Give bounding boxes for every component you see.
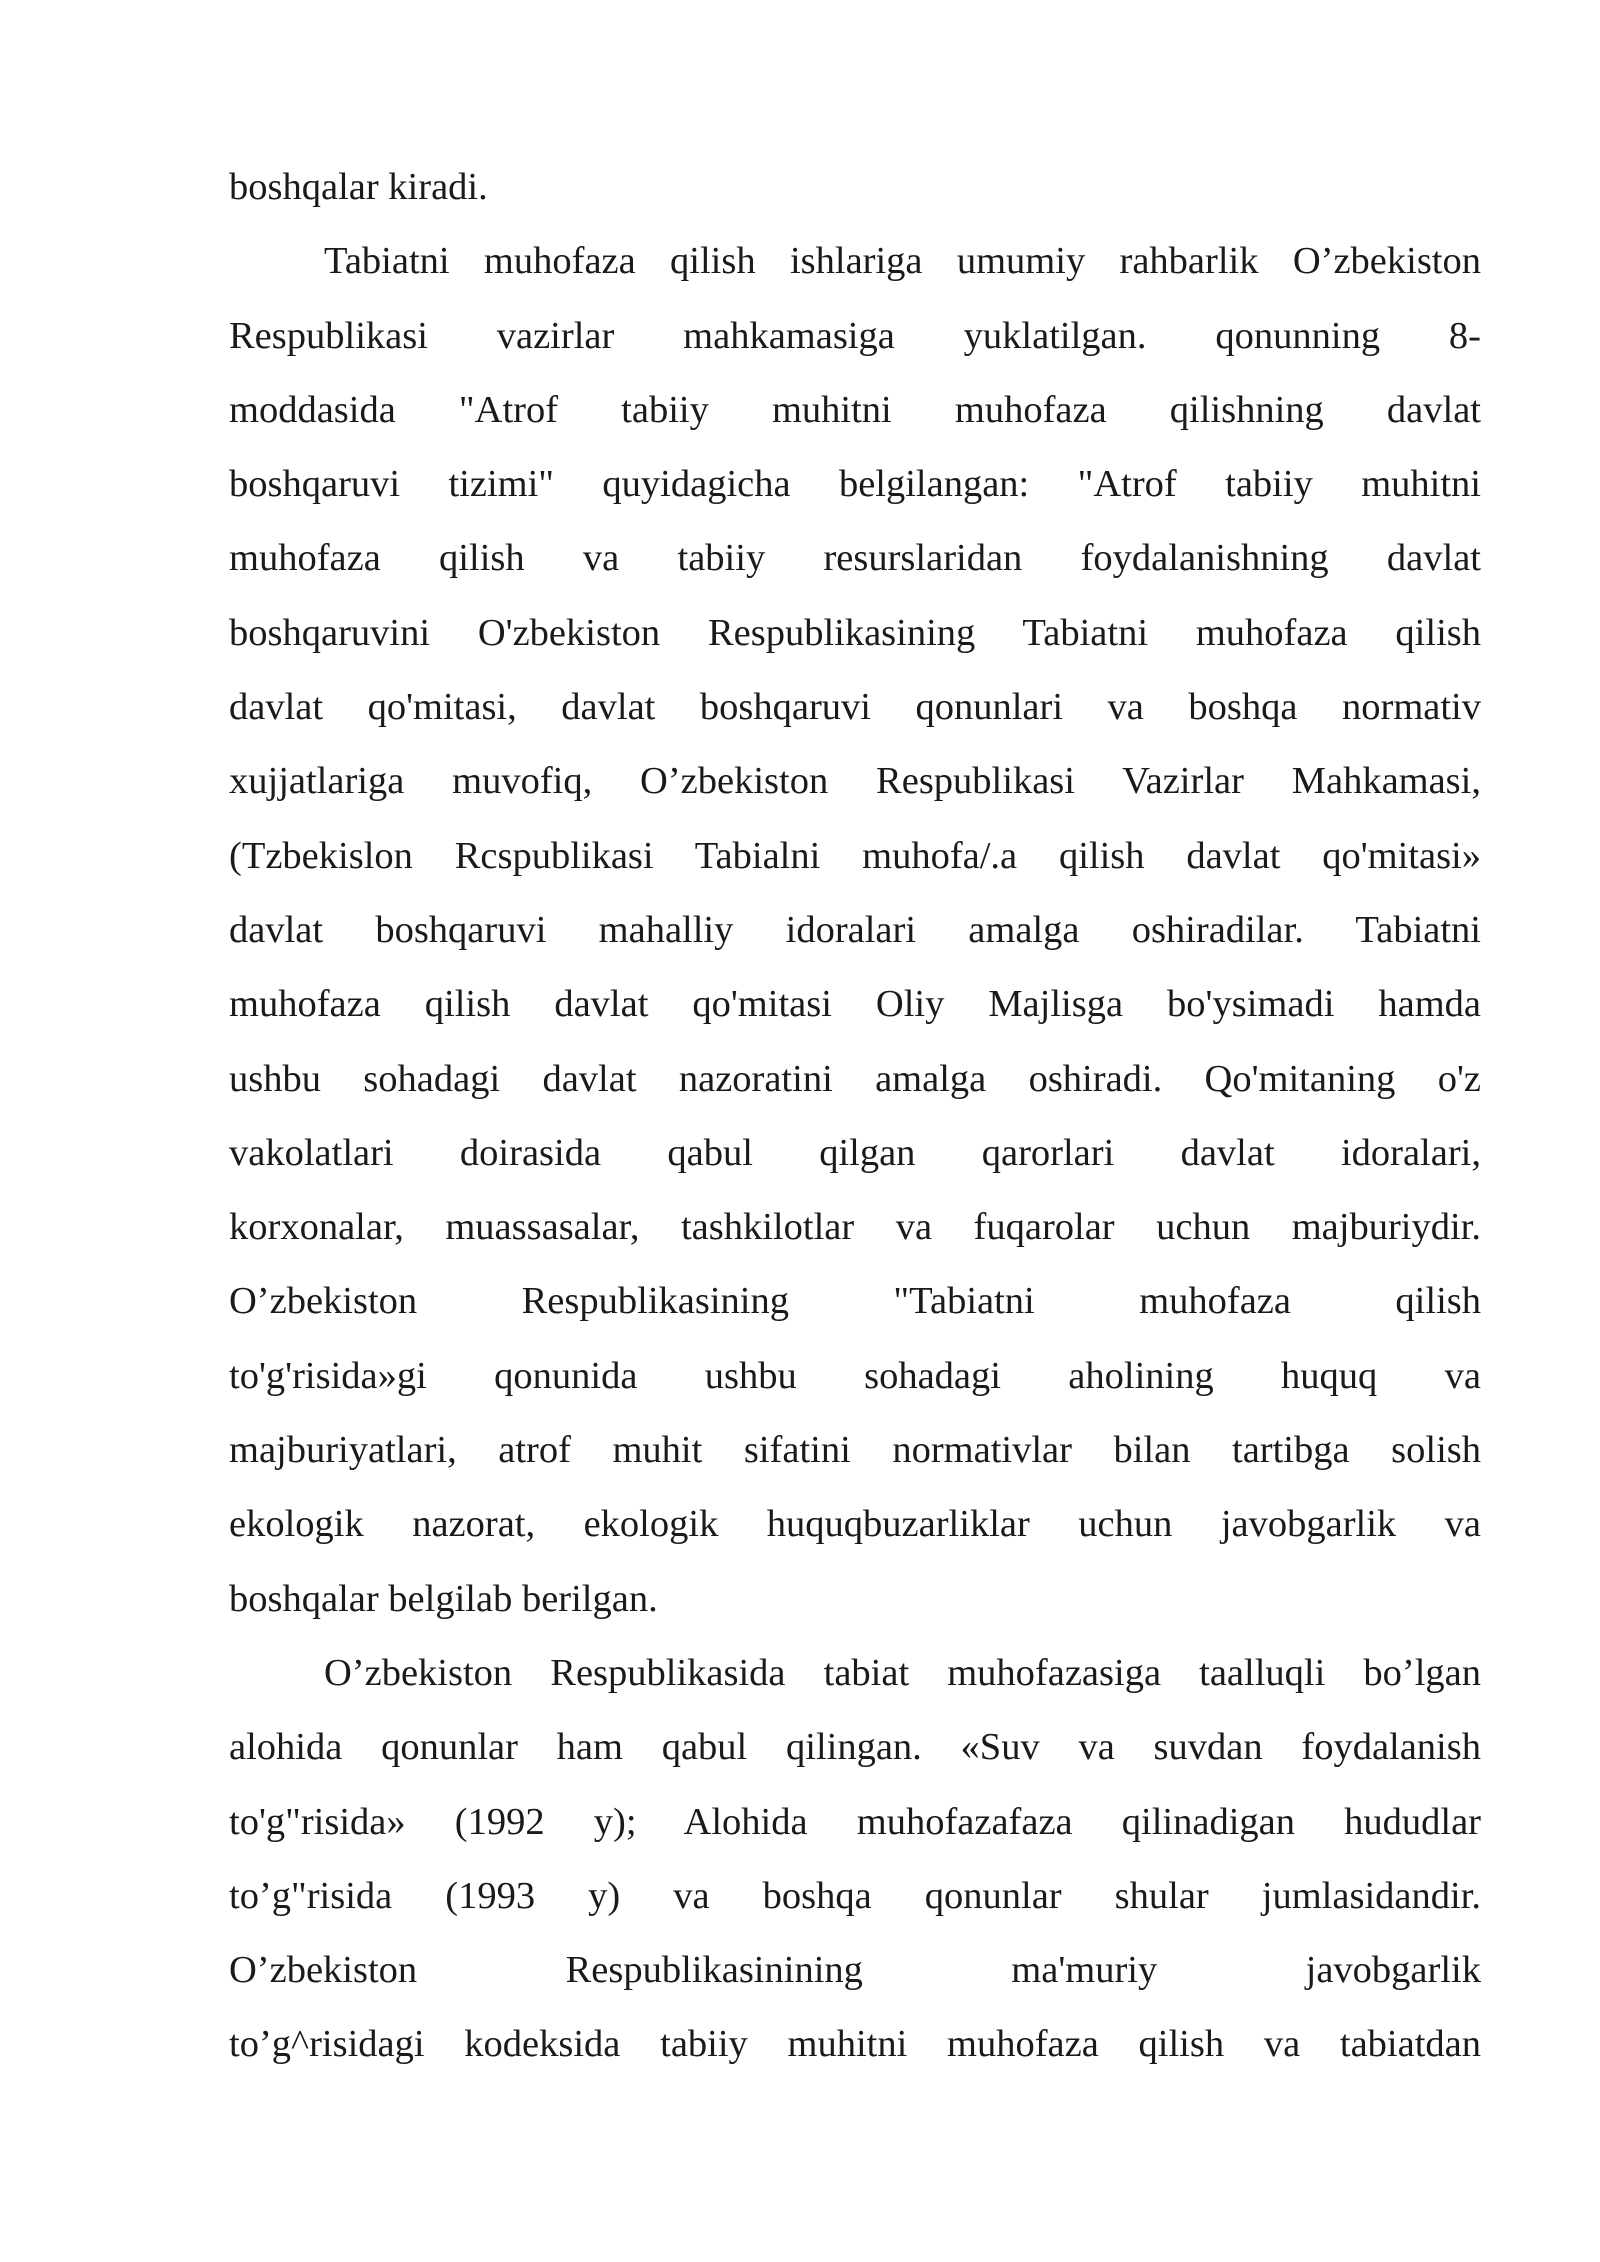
text-line: (Tzbekislon Rcspublikasi Tabialni muhofa/.a qilish davlat qo'mitasi» bbox=[229, 834, 1481, 877]
text-line: boshqalar kiradi. bbox=[229, 166, 488, 208]
text-line: ushbu sohadagi davlat nazoratini amalga oshiradi. Qo'mitaning o'z bbox=[229, 1057, 1481, 1100]
text-line: ekologik nazorat, ekologik huquqbuzarliklar uchun javobgarlik va bbox=[229, 1503, 1481, 1546]
text-line: to'g"risida» (1992 y); Alohida muhofazafaza qilinadigan hududlar bbox=[229, 1800, 1481, 1843]
text-line: boshqaruvini O'zbekiston Respublikasining Tabiatni muhofaza qilish bbox=[229, 611, 1481, 654]
text-line: majburiyatlari, atrof muhit sifatini normativlar bilan tartibga solish bbox=[229, 1429, 1481, 1472]
text-line: to'g'risida»gi qonunida ushbu sohadagi aholining huquq va bbox=[229, 1354, 1481, 1397]
text-line: O’zbekiston Respublikasining "Tabiatni muhofaza qilish bbox=[229, 1280, 1481, 1323]
text-line: davlat qo'mitasi, davlat boshqaruvi qonunlari va boshqa normativ bbox=[229, 686, 1481, 729]
text-line: to’g^risidagi kodeksida tabiiy muhitni muhofaza qilish va tabiatdan bbox=[229, 2023, 1481, 2066]
text-line: boshqalar belgilab berilgan. bbox=[229, 1577, 658, 1620]
text-line: Respublikasi vazirlar mahkamasiga yuklatilgan. qonunning 8- bbox=[229, 314, 1481, 357]
paragraph-start-line: O’zbekiston Respublikasida tabiat muhofazasiga taalluqli bo’lgan bbox=[324, 1651, 1481, 1694]
text-line: korxonalar, muassasalar, tashkilotlar va fuqarolar uchun majburiydir. bbox=[229, 1206, 1481, 1249]
text-line: muhofaza qilish va tabiiy resurslaridan foydalanishning davlat bbox=[229, 537, 1481, 580]
text-line: O’zbekiston Respublikasinining ma'muriy javobgarlik bbox=[229, 1949, 1481, 1992]
text-line: muhofaza qilish davlat qo'mitasi Oliy Majlisga bo'ysimadi hamda bbox=[229, 983, 1481, 1026]
text-line: alohida qonunlar ham qabul qilingan. «Suv va suvdan foydalanish bbox=[229, 1726, 1481, 1769]
text-line: xujjatlariga muvofiq, O’zbekiston Respublikasi Vazirlar Mahkamasi, bbox=[229, 760, 1481, 803]
text-line: vakolatlari doirasida qabul qilgan qarorlari davlat idoralari, bbox=[229, 1131, 1481, 1174]
body-text bbox=[229, 150, 1481, 2082]
text-line: to’g"risida (1993 y) va boshqa qonunlar shular jumlasidandir. bbox=[229, 1874, 1481, 1917]
text-line: boshqaruvi tizimi" quyidagicha belgilangan: "Atrof tabiiy muhitni bbox=[229, 463, 1481, 506]
text-line: moddasida "Atrof tabiiy muhitni muhofaza qilishning davlat bbox=[229, 388, 1481, 431]
text-line: davlat boshqaruvi mahalliy idoralari amalga oshiradilar. Tabiatni bbox=[229, 908, 1481, 951]
paragraph-start-line: Tabiatni muhofaza qilish ishlariga umumiy rahbarlik O’zbekiston bbox=[324, 240, 1481, 283]
